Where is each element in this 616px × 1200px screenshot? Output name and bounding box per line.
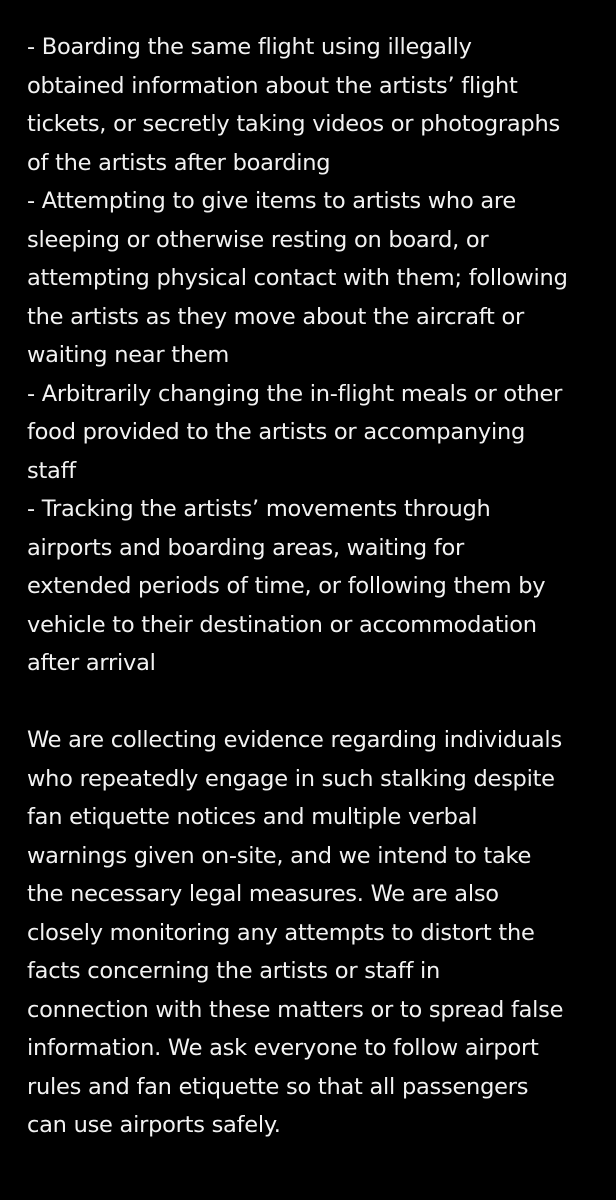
text-line: vehicle to their destination or accommodation <box>27 611 537 638</box>
paragraph-gap <box>27 683 602 722</box>
text-line: food provided to the artists or accompanying <box>27 419 525 445</box>
text-line: attempting physical contact with them; following <box>27 265 568 291</box>
text-line: connection with these matters or to spread false <box>27 996 564 1023</box>
text-line: sleeping or otherwise resting on board, or <box>27 226 489 253</box>
legal-notice-paragraph <box>27 721 602 1145</box>
text-line: staff <box>27 457 76 484</box>
text-line: warnings given on-site, and we intend to take <box>27 842 532 869</box>
text-line: - Tracking the artists’ movements through <box>27 496 491 522</box>
text-line: the necessary legal measures. We are also <box>27 881 499 907</box>
text-line: tickets, or secretly taking videos or photographs <box>27 111 560 137</box>
text-line: - Arbitrarily changing the in-flight meals or other <box>27 380 563 407</box>
text-line: information. We ask everyone to follow airport <box>27 1035 539 1061</box>
text-line: - Boarding the same flight using illegally <box>27 34 472 60</box>
text-line: can use airports safely. <box>27 1112 281 1138</box>
text-line: rules and fan etiquette so that all passengers <box>27 1073 529 1100</box>
text-line: extended periods of time, or following them by <box>27 573 546 599</box>
text-line: airports and boarding areas, waiting for <box>27 534 465 561</box>
prohibited-actions-list <box>27 28 602 683</box>
text-line: after arrival <box>27 650 156 676</box>
text-line: fan etiquette notices and multiple verbal <box>27 804 478 830</box>
text-line: - Attempting to give items to artists who are <box>27 188 517 214</box>
text-line: obtained information about the artists’ flight <box>27 72 518 99</box>
text-line: the artists as they move about the aircraft or <box>27 303 525 330</box>
text-line: closely monitoring any attempts to distort the <box>27 919 535 946</box>
text-line: We are collecting evidence regarding individuals <box>27 727 562 753</box>
text-line: of the artists after boarding <box>27 149 331 176</box>
text-line: facts concerning the artists or staff in <box>27 958 441 984</box>
text-line: who repeatedly engage in such stalking despite <box>27 765 555 792</box>
notice-body <box>27 28 602 1145</box>
text-line: waiting near them <box>27 342 230 368</box>
